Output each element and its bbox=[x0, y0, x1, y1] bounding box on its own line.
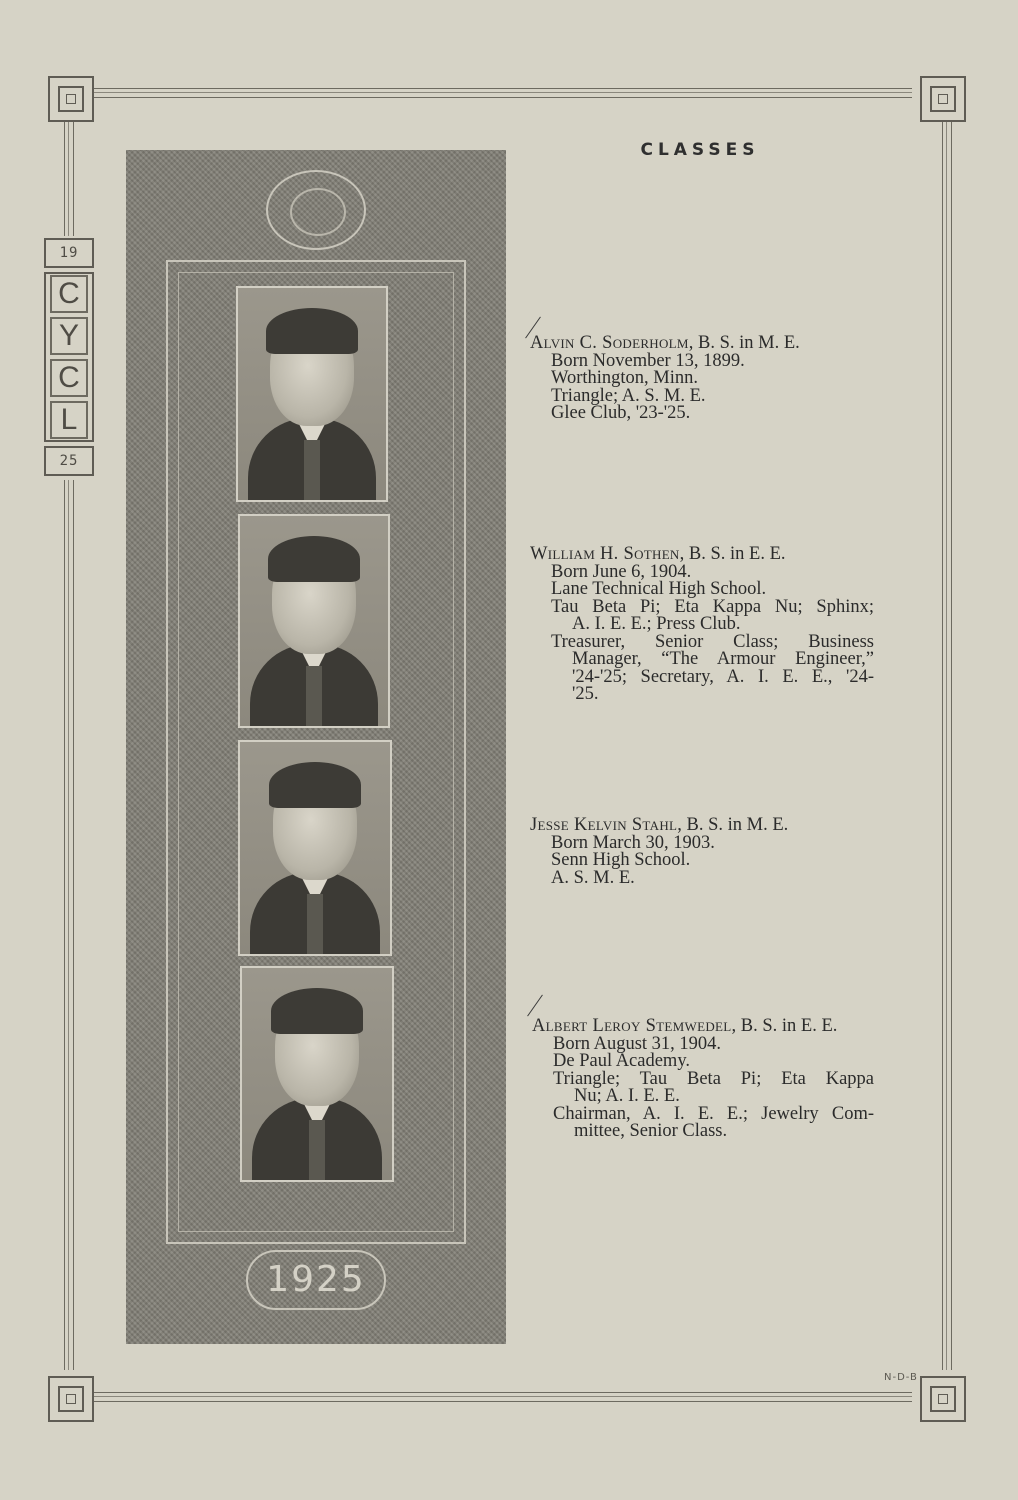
spine-letter: C bbox=[50, 359, 88, 397]
entry-line: Triangle; A. S. M. E. bbox=[551, 385, 706, 406]
student-entry bbox=[530, 335, 880, 423]
portrait-photo-1 bbox=[236, 286, 388, 502]
portrait-tie bbox=[304, 440, 320, 500]
entry-line: Born November 13, 1899. bbox=[551, 350, 745, 371]
entry-line: Nu; A. I. E. E. bbox=[574, 1086, 680, 1106]
right-border-rule bbox=[942, 120, 952, 1370]
student-name: Albert Leroy Stemwedel bbox=[532, 1016, 732, 1036]
spine-letter: L bbox=[50, 401, 88, 439]
entry-line: mittee, Senior Class. bbox=[574, 1121, 728, 1141]
student-name: Alvin C. Soderholm bbox=[530, 333, 689, 353]
check-mark bbox=[527, 995, 543, 1017]
spine-word bbox=[44, 272, 94, 442]
student-entry bbox=[532, 1018, 874, 1141]
entry-line: Tau Beta Pi; Eta Kappa Nu; Sphinx; bbox=[551, 596, 874, 617]
portrait-hair bbox=[271, 988, 363, 1034]
corner-ornament-top-left bbox=[48, 76, 94, 122]
entry-line: A. S. M. E. bbox=[551, 867, 635, 888]
left-border-rule-lower bbox=[64, 480, 74, 1370]
portrait-photo-4 bbox=[240, 966, 394, 1182]
student-degree: , B. S. in E. E. bbox=[679, 544, 786, 564]
crest-ornament bbox=[266, 170, 366, 250]
panel-year-ornament: 1925 bbox=[246, 1250, 386, 1310]
entry-line: Born August 31, 1904. bbox=[553, 1033, 722, 1054]
portrait-tie bbox=[307, 894, 323, 954]
entry-line: Manager, “The Armour Engineer,” bbox=[572, 649, 874, 669]
spine-year-top: 19 bbox=[44, 238, 94, 268]
entry-line: Treasurer, Senior Class; Business bbox=[551, 631, 874, 652]
entry-line: Chairman, A. I. E. E.; Jewelry Com- bbox=[553, 1103, 874, 1124]
student-degree: , B. S. in M. E. bbox=[677, 815, 789, 835]
portrait-tie bbox=[309, 1120, 325, 1180]
spine-letter: Y bbox=[50, 317, 88, 355]
left-border-rule-upper bbox=[64, 120, 74, 236]
student-degree: , B. S. in E. E. bbox=[731, 1016, 838, 1036]
spine-letter: C bbox=[50, 275, 88, 313]
entry-line: Born June 6, 1904. bbox=[551, 561, 692, 582]
portrait-tie bbox=[306, 666, 322, 726]
entry-line: Senn High School. bbox=[551, 850, 691, 870]
portrait-hair bbox=[266, 308, 358, 354]
bottom-border-rule bbox=[92, 1392, 912, 1402]
page-title: CLASSES bbox=[640, 140, 760, 160]
student-entry bbox=[530, 546, 874, 704]
entry-line: Triangle; Tau Beta Pi; Eta Kappa bbox=[553, 1068, 874, 1089]
top-border-rule bbox=[92, 88, 912, 98]
corner-ornament-bottom-right bbox=[920, 1376, 966, 1422]
entry-line: Worthington, Minn. bbox=[551, 368, 699, 388]
portrait-panel bbox=[126, 150, 506, 1344]
entry-line: A. I. E. E.; Press Club. bbox=[572, 614, 741, 634]
portrait-hair bbox=[268, 536, 360, 582]
portrait-hair bbox=[269, 762, 361, 808]
entry-line: Lane Technical High School. bbox=[551, 579, 767, 599]
entry-line: '25. bbox=[572, 684, 599, 704]
student-name: Jesse Kelvin Stahl bbox=[530, 815, 678, 835]
student-degree: , B. S. in M. E. bbox=[688, 333, 800, 353]
entry-line: '24-'25; Secretary, A. I. E. E., '24- bbox=[572, 666, 874, 687]
entry-line: De Paul Academy. bbox=[553, 1051, 690, 1071]
student-entry bbox=[530, 817, 880, 887]
student-name: William H. Sothen bbox=[530, 544, 680, 564]
entry-line: Born March 30, 1903. bbox=[551, 832, 715, 853]
spine-year-bottom: 25 bbox=[44, 446, 94, 476]
entry-line: Glee Club, '23-'25. bbox=[551, 403, 691, 423]
portrait-photo-3 bbox=[238, 740, 392, 956]
corner-ornament-top-right bbox=[920, 76, 966, 122]
cycle-spine-ornament bbox=[44, 238, 94, 478]
engraver-mark: N-D-B bbox=[884, 1372, 918, 1383]
portrait-photo-2 bbox=[238, 514, 390, 728]
corner-ornament-bottom-left bbox=[48, 1376, 94, 1422]
